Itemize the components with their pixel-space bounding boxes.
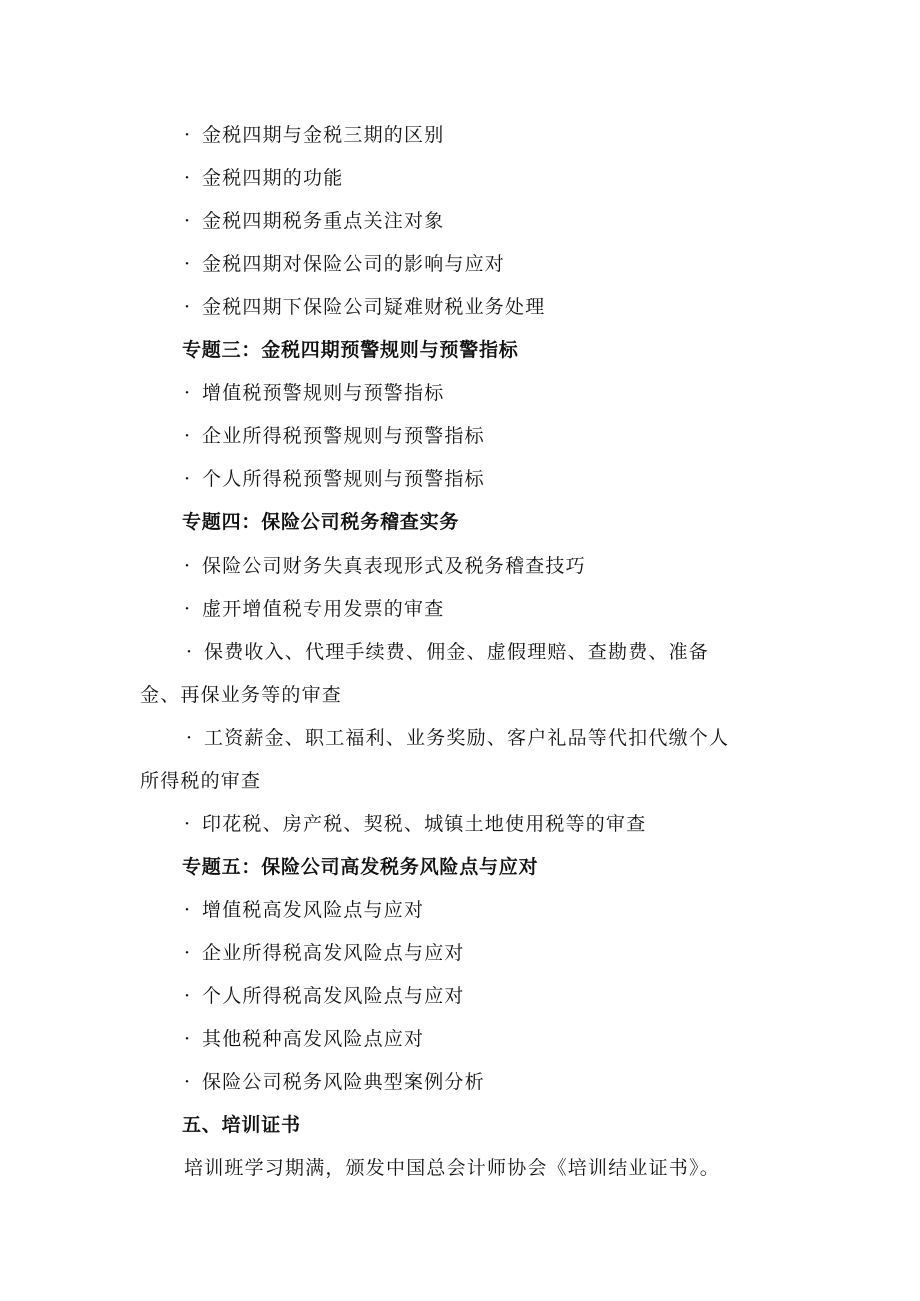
section-heading: 专题三：金税四期预警规则与预警指标 — [182, 339, 519, 361]
list-item — [140, 631, 826, 674]
list-item-text: 增值税预警规则与预警指标 — [202, 382, 445, 404]
bullet-icon: · — [184, 1028, 192, 1050]
list-item-text: 工资薪金、职工福利、业务奖励、客户礼品等代扣代缴个人 — [204, 727, 730, 749]
list-item-text: 保费收入、代理手续费、佣金、虚假理赔、查勘费、准备 — [204, 641, 710, 663]
bullet-icon: · — [184, 813, 192, 835]
bullet-icon: · — [186, 727, 194, 749]
bullet-icon: · — [184, 468, 192, 490]
list-item-text: 其他税种高发风险点应对 — [202, 1028, 425, 1050]
list-item-text: 个人所得税高发风险点与应对 — [202, 985, 465, 1007]
section-heading: 五、培训证书 — [182, 1114, 301, 1136]
list-item-text: 增值税高发风险点与应对 — [202, 899, 425, 921]
bullet-icon: · — [184, 253, 192, 275]
list-item — [140, 932, 824, 975]
list-item-text: 保险公司财务失真表现形式及税务稽查技巧 — [202, 555, 586, 577]
bullet-icon: · — [184, 598, 192, 620]
list-item — [140, 114, 824, 157]
bullet-icon: · — [184, 382, 192, 404]
list-item — [140, 415, 824, 458]
list-item — [140, 588, 824, 631]
list-item — [140, 803, 824, 846]
list-item-text: 金税四期对保险公司的影响与应对 — [202, 253, 506, 275]
list-item — [140, 1018, 824, 1061]
bullet-icon: · — [184, 899, 192, 921]
list-item-text: 企业所得税预警规则与预警指标 — [202, 425, 485, 447]
list-item-text: 保险公司税务风险典型案例分析 — [202, 1071, 485, 1093]
bullet-icon: · — [184, 167, 192, 189]
bullet-icon: · — [184, 1071, 192, 1093]
list-item-text: 金税四期税务重点关注对象 — [202, 210, 445, 232]
list-item — [140, 286, 824, 329]
list-item-text: 企业所得税高发风险点与应对 — [202, 942, 465, 964]
list-item — [140, 372, 824, 415]
list-item-text: 金税四期与金税三期的区别 — [202, 124, 445, 146]
list-item — [140, 889, 824, 932]
bullet-icon: · — [184, 296, 192, 318]
bullet-icon: · — [184, 985, 192, 1007]
list-item — [140, 458, 824, 501]
list-item — [140, 717, 826, 760]
bullet-icon: · — [184, 210, 192, 232]
list-item — [140, 243, 824, 286]
list-item — [140, 545, 824, 588]
list-item — [140, 157, 824, 200]
body-paragraph: 培训班学习期满，颁发中国总会计师协会《培训结业证书》。 — [184, 1157, 720, 1179]
bullet-icon: · — [184, 124, 192, 146]
bullet-icon: · — [186, 641, 194, 663]
list-item — [140, 1061, 824, 1104]
bullet-icon: · — [184, 555, 192, 577]
list-item — [140, 975, 824, 1018]
list-item-text: 印花税、房产税、契税、城镇土地使用税等的审查 — [202, 813, 647, 835]
list-item-continuation: 所得税的审查 — [140, 770, 262, 792]
list-item — [140, 200, 824, 243]
bullet-icon: · — [184, 425, 192, 447]
section-heading: 专题四：保险公司税务稽查实务 — [182, 511, 460, 533]
list-item-text: 金税四期下保险公司疑难财税业务处理 — [202, 296, 546, 318]
list-item-continuation: 金、再保业务等的审查 — [140, 684, 343, 706]
list-item-text: 虚开增值税专用发票的审查 — [202, 598, 445, 620]
bullet-icon: · — [184, 942, 192, 964]
list-item-text: 个人所得税预警规则与预警指标 — [202, 468, 485, 490]
list-item-text: 金税四期的功能 — [202, 167, 344, 189]
section-heading: 专题五：保险公司高发税务风险点与应对 — [182, 856, 539, 878]
